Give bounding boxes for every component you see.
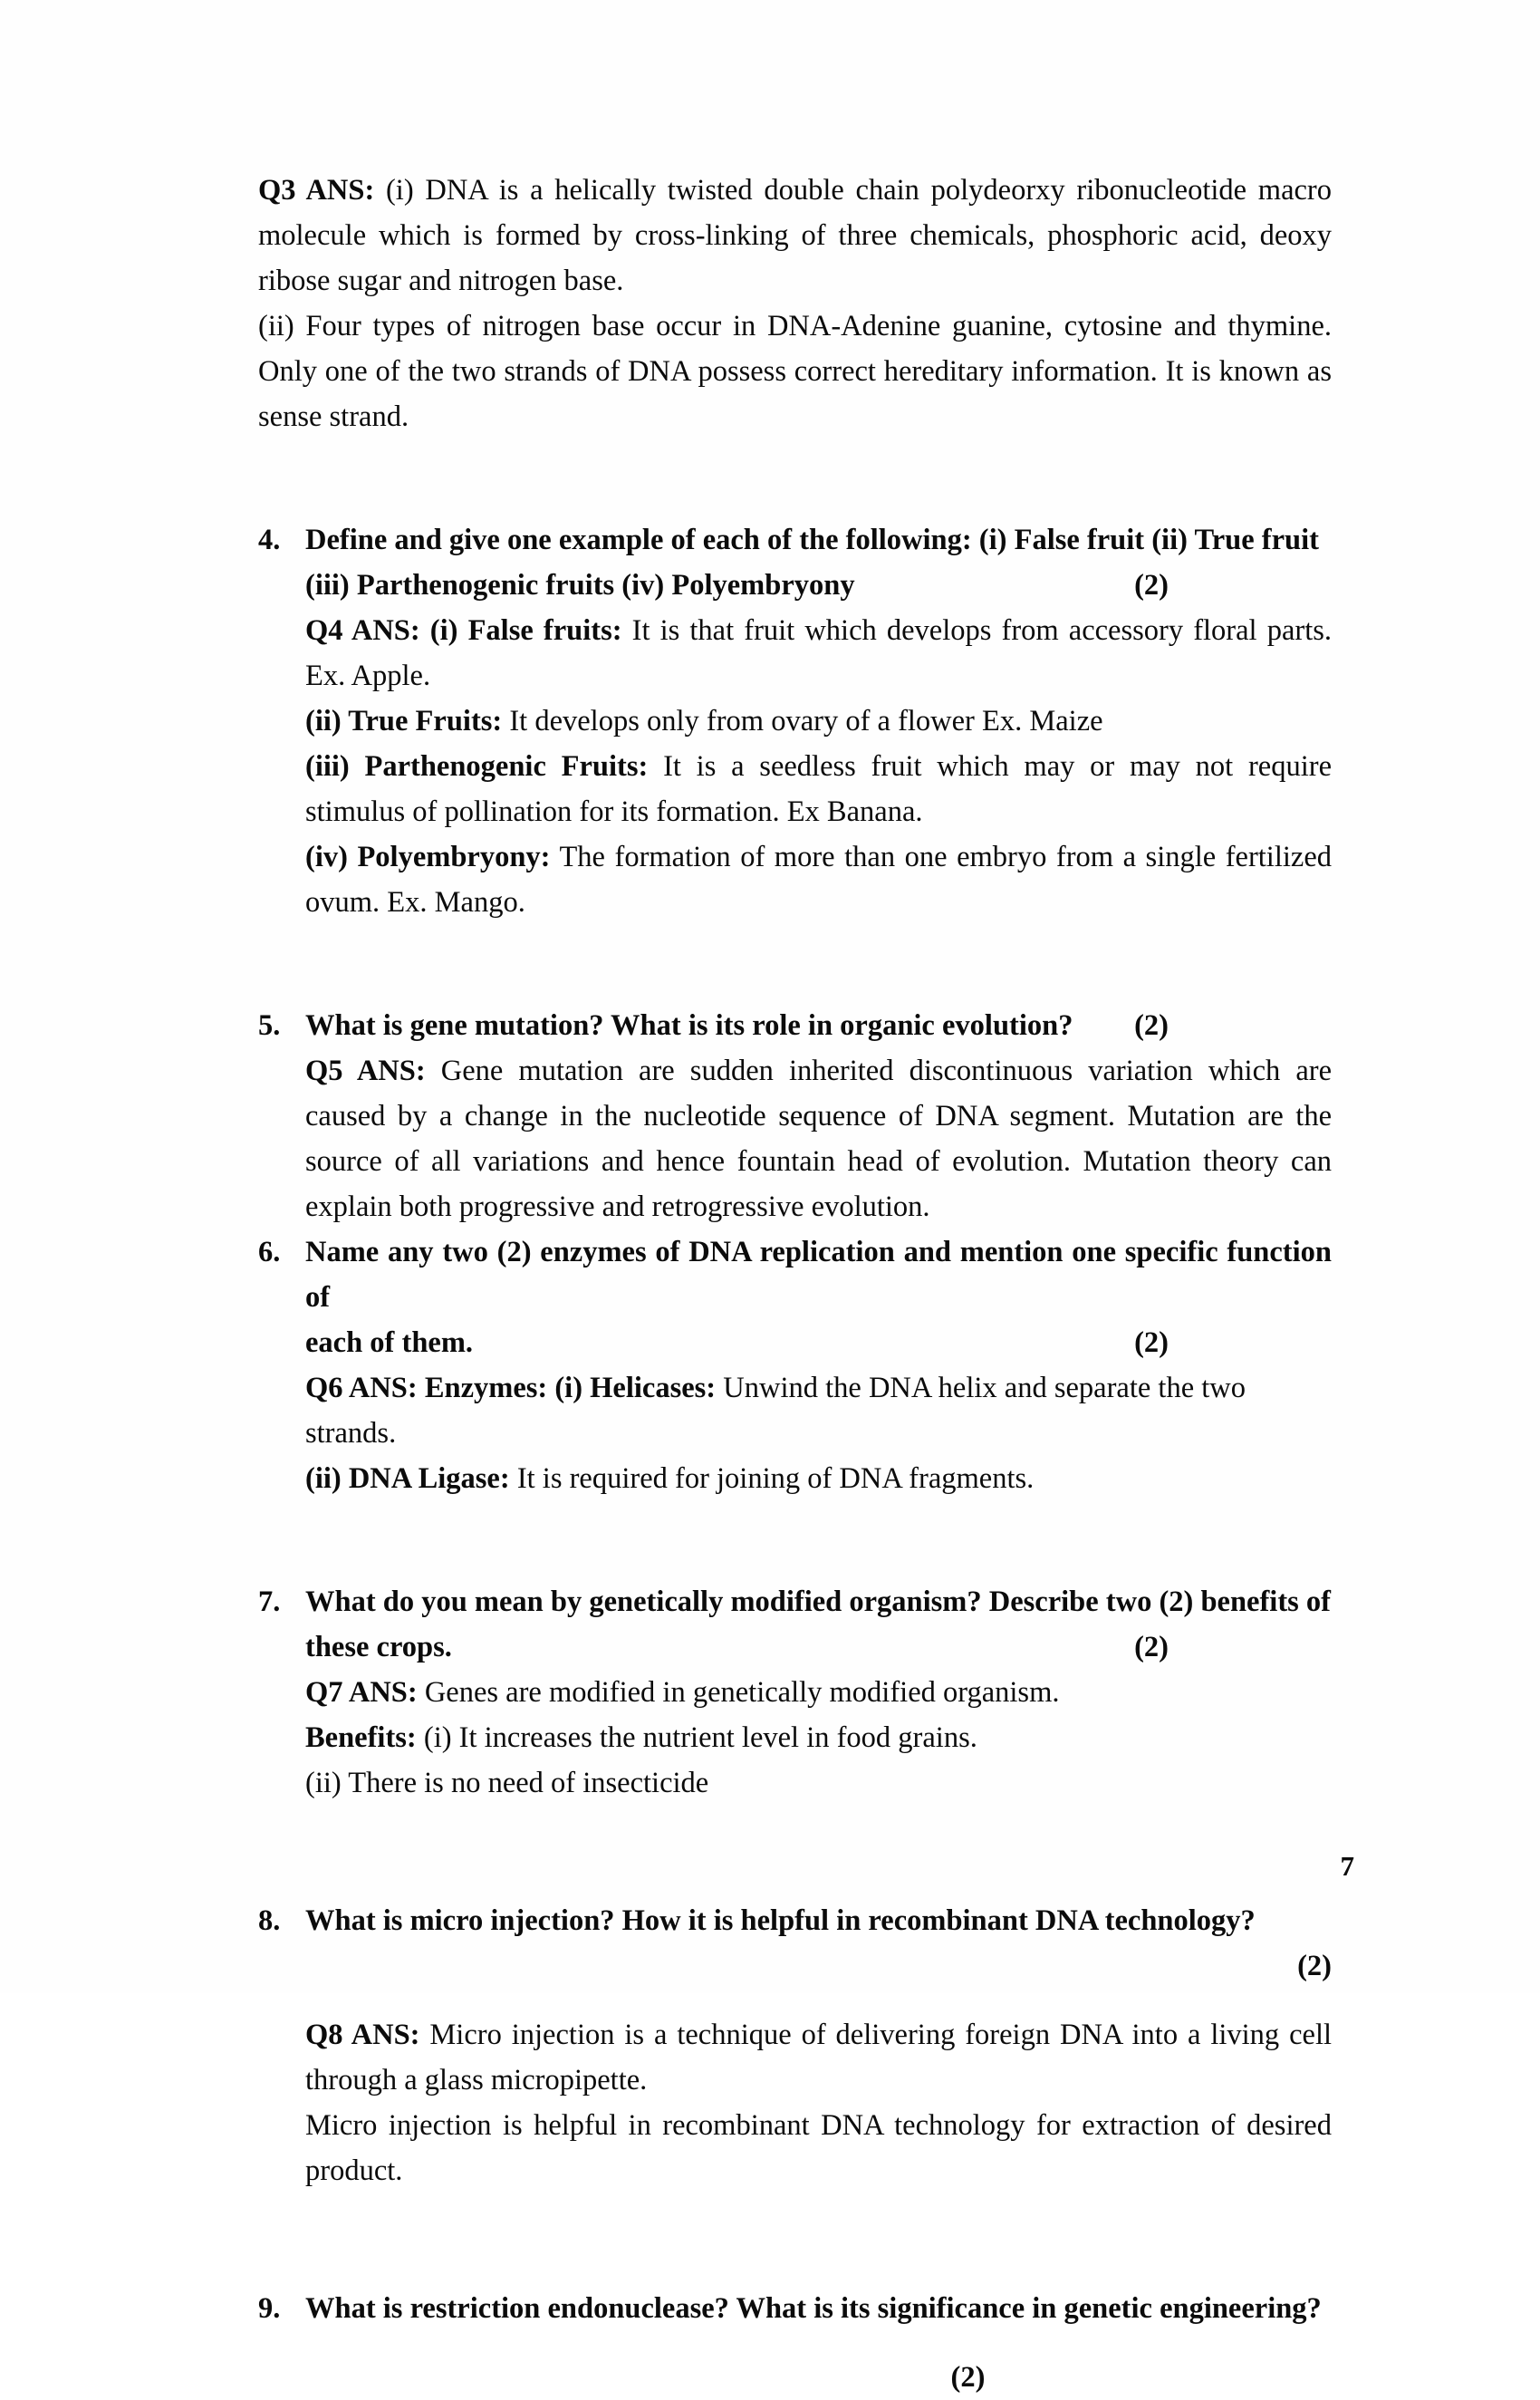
- question-7-text-line1: What do you mean by genetically modified organism? Describe two (2) benefits of: [305, 1586, 1331, 1618]
- spacer: [258, 2193, 1332, 2244]
- q4-answer-iii: [305, 744, 1332, 834]
- question-9-marks: (2): [950, 2361, 986, 2394]
- question-6-marks: (2): [1134, 1326, 1169, 1359]
- question-5-number: 5.: [258, 1009, 281, 1042]
- spacer: [258, 1501, 1332, 1537]
- q7-benefits-label: Benefits:: [305, 1721, 417, 1754]
- question-6-number: 6.: [258, 1236, 281, 1268]
- question-7-block: [258, 1579, 1332, 1806]
- q7-benefits-ii: (ii) There is no need of insecticide: [305, 1767, 709, 1799]
- q7-benefits-i-text: (i) It increases the nutrient level in food grains.: [416, 1721, 977, 1754]
- q3-answer-block: [258, 168, 1332, 439]
- q4-answer-ii: [305, 699, 1332, 744]
- q4-answer-iv: [305, 834, 1332, 925]
- question-6-text-line2-row: [305, 1320, 1332, 1365]
- question-5-block: [258, 1003, 1332, 1229]
- q7-ans-label: Q7 ANS:: [305, 1676, 418, 1709]
- q5-answer: [305, 1048, 1332, 1229]
- q7-answer: [305, 1670, 1332, 1715]
- spacer: [258, 439, 1332, 476]
- question-4-marks: (2): [1134, 569, 1169, 602]
- q6-ans-label: Q6 ANS: Enzymes: (i) Helicases:: [305, 1372, 717, 1404]
- spacer: [305, 1989, 1332, 2012]
- question-8-marks: (2): [1297, 1950, 1332, 1982]
- q4-ans-iv-text: The formation of more than one embryo from a single fertilized ovum. Ex. Mango.: [305, 841, 1332, 919]
- q5-ans-label: Q5 ANS:: [305, 1055, 426, 1087]
- q4-ans-ii-label: (ii) True Fruits:: [305, 705, 503, 737]
- q4-ans-label: Q4 ANS: (i) False fruits:: [305, 614, 622, 647]
- q4-ans-iii-text: It is a seedless fruit which may or may not require stimulus of pollination for its formation. Ex Banana.: [305, 750, 1332, 828]
- spacer: [258, 925, 1332, 961]
- question-6-text-line2: each of them.: [305, 1326, 474, 1359]
- question-4-text-line2: (iii) Parthenogenic fruits (iv) Polyembryony: [305, 569, 855, 602]
- spacer: [305, 2331, 1332, 2355]
- q8-answer-line2: Micro injection is helpful in recombinant DNA technology for extraction of desired product.: [305, 2109, 1332, 2187]
- q3-ans-part-i-text: (i) DNA is a helically twisted double chain polydeorxy ribonucleotide macro molecule which is formed by cross-linking of three chemicals, phosphoric acid, deoxy ribose sugar and nitrogen base.: [258, 174, 1332, 297]
- question-8-block: [258, 1898, 1332, 2193]
- question-7-number: 7.: [258, 1586, 281, 1618]
- question-6-text-line1: Name any two (2) enzymes of DNA replication and mention one specific function of: [305, 1236, 1332, 1314]
- q3-answer-part-ii: (ii) Four types of nitrogen base occur in DNA-Adenine guanine, cytosine and thymine. Only one of the two strands of DNA possess correct hereditary information. It is known as sense strand.: [258, 310, 1332, 433]
- q4-ans-i-text: It is that fruit which develops from accessory floral parts. Ex. Apple.: [305, 614, 1332, 692]
- question-7-marks: (2): [1134, 1631, 1169, 1663]
- question-7-text-line2: these crops.: [305, 1631, 452, 1663]
- q8-ans-label: Q8 ANS:: [305, 2019, 420, 2051]
- question-9-text: What is restriction endonuclease? What is its significance in genetic engineering?: [305, 2292, 1322, 2325]
- question-5-text-row: [305, 1003, 1332, 1048]
- q3-ans-label: Q3 ANS:: [258, 174, 375, 207]
- q5-ans-text: Gene mutation are sudden inherited discontinuous variation which are caused by a change in the nucleotide sequence of DNA segment. Mutation are the source of all variations and hence fountain head of evolution. Mutation theory can explain both progressive and retrogressive evolution.: [305, 1055, 1332, 1223]
- question-7-text-line2-row: [305, 1624, 1332, 1670]
- question-6-block: [258, 1229, 1332, 1501]
- q3-answer-part-i: [258, 168, 1332, 304]
- spacer: [258, 1806, 1332, 1856]
- q4-ans-ii-text: It develops only from ovary of a flower Ex. Maize: [502, 705, 1103, 737]
- question-4-block: [258, 517, 1332, 925]
- q6-ans-ii-label: (ii) DNA Ligase:: [305, 1462, 510, 1495]
- q6-ans-ii-text: It is required for joining of DNA fragments.: [509, 1462, 1035, 1495]
- question-8-number: 8.: [258, 1904, 281, 1937]
- question-5-marks: (2): [1134, 1009, 1169, 1042]
- q7-ans-text: Genes are modified in genetically modified organism.: [417, 1676, 1060, 1709]
- question-9-block: [258, 2286, 1332, 2400]
- q8-ans-text: Micro injection is a technique of delivering foreign DNA into a living cell through a glass micropipette.: [305, 2019, 1332, 2096]
- question-9-number: 9.: [258, 2292, 281, 2325]
- page-content: [258, 168, 1332, 2400]
- question-4-number: 4.: [258, 524, 281, 556]
- question-5-text: What is gene mutation? What is its role in organic evolution?: [305, 1009, 1073, 1042]
- q7-benefits-i: [305, 1715, 1332, 1760]
- page-number: 7: [1340, 1850, 1354, 1882]
- question-4-text-line1: Define and give one example of each of the following: (i) False fruit (ii) True fruit: [305, 524, 1319, 556]
- q4-answer-i: [305, 608, 1332, 699]
- q4-ans-iv-label: (iv) Polyembryony:: [305, 841, 551, 873]
- question-4-text-line2-row: [305, 563, 1332, 608]
- q6-answer-ii: [305, 1456, 1332, 1501]
- q8-answer: [305, 2012, 1332, 2103]
- q6-ans-text: Unwind the DNA helix and separate the two strands.: [305, 1372, 1246, 1450]
- q4-ans-iii-label: (iii) Parthenogenic Fruits:: [305, 750, 649, 783]
- q6-answer-i: [305, 1365, 1332, 1456]
- question-8-text: What is micro injection? How it is helpful in recombinant DNA technology?: [305, 1904, 1256, 1937]
